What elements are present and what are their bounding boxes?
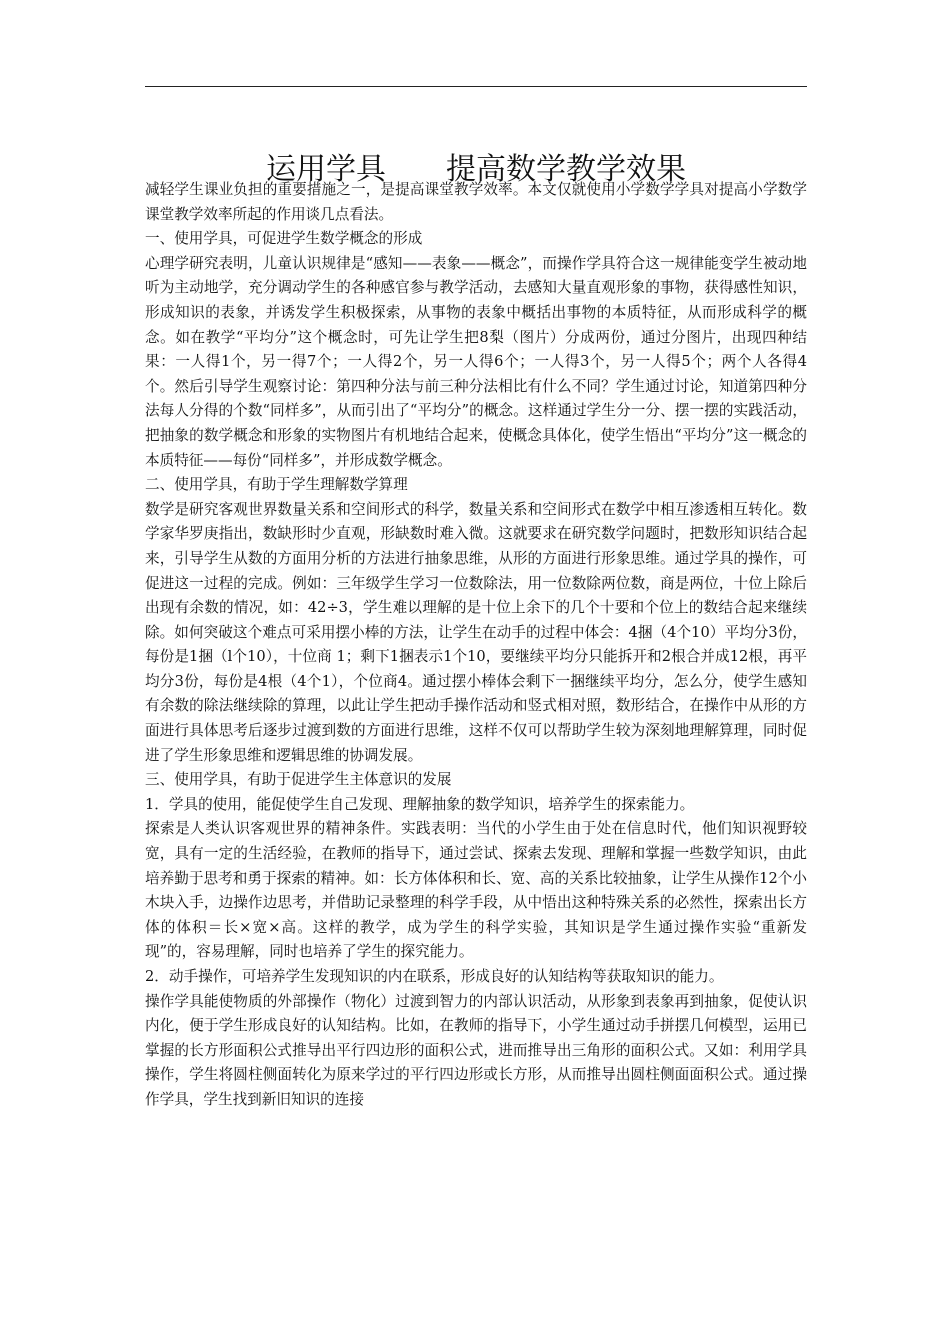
intro-paragraph: 减轻学生课业负担的重要措施之一，是提高课堂教学效率。本文仅就使用小学数学学具对提高小学数学课堂教学效率所起的作用谈几点看法。 [145, 181, 807, 223]
body-paragraph: 探索是人类认识客观世界的精神条件。实践表明：当代的小学生由于处在信息时代，他们知识视野较宽，具有一定的生活经验，在教师的指导下，通过尝试、探索去发现、理解和掌握一些数学知识，由此培养勤于思考和勇于探索的精神。如：长方体体积和长、宽、高的关系比较抽象，让学生从操作12个小木块入手，边操作边思考，并借助记录整理的科学手段，从中悟出这种特殊关系的必然性，探索出长方体的体积＝长×宽×高。这样的教学，成为学生的科学实验，其知识是学生通过操作实验“重新发现”的，容易理解，同时也培养了学生的探究能力。 [145, 820, 807, 961]
document-body [145, 178, 807, 1113]
section-heading-3: 三、使用学具，有助于促进学生主体意识的发展 [145, 771, 452, 789]
document-title: 运用学具 提高数学教学效果 [266, 152, 686, 188]
subsection-heading-1: 1．学具的使用，能促使学生自己发现、理解抽象的数学知识，培养学生的探索能力。 [145, 795, 695, 813]
subsection-heading-2: 2．动手操作，可培养学生发现知识的内在联系，形成良好的认知结构等获取知识的能力。 [145, 968, 724, 985]
body-paragraph: 操作学具能使物质的外部操作（物化）过渡到智力的内部认识活动，从形象到表象再到抽象，促使认识内化，便于学生形成良好的认知结构。比如，在教师的指导下，小学生通过动手拼摆几何模型，运用已掌握的长方形面积公式推导出平行四边形的面积公式，进而推导出三角形的面积公式。又如：利用学具操作，学生将圆柱侧面转化为原来学过的平行四边形或长方形，从而推导出圆柱侧面面积公式。通过操作学具，学生找到新旧知识的连接 [145, 992, 807, 1108]
section-heading-2: 二、使用学具，有助于学生理解数学算理 [145, 476, 408, 494]
body-paragraph: 心理学研究表明，儿童认识规律是“感知——表象——概念”，而操作学具符合这一规律能变学生被动地听为主动地学，充分调动学生的各种感官参与教学活动，去感知大量直观形象的事物，获得感性知识，形成知识的表象，并诱发学生积极探索，从事物的表象中概括出事物的本质特征，从而形成科学的概念。如在教学“平均分”这个概念时，可先让学生把8梨（图片）分成两份，通过分图片，出现四种结果：一人得1个，另一得7个；一人得2个，另一人得6个；一人得3个，另一人得5个；两个人各得4个。然后引导学生观察讨论：第四种分法与前三种分法相比有什么不同？学生通过讨论，知道第四种分法每人分得的个数“同样多”，从而引出了“平均分”的概念。这样通过学生分一分、摆一摆的实践活动，把抽象的数学概念和形象的实物图片有机地结合起来，使概念具体化，使学生悟出“平均分”这一概念的本质特征——每份“同样多”，并形成数学概念。 [145, 254, 807, 469]
header-rule [145, 86, 807, 87]
body-paragraph: 数学是研究客观世界数量关系和空间形式的科学，数量关系和空间形式在数学中相互渗透相互转化。数学家华罗庚指出，数缺形时少直观，形缺数时难入微。这就要求在研究数学问题时，把数形知识结合起来，引导学生从数的方面用分析的方法进行抽象思维，从形的方面进行形象思维。通过学具的操作，可促进这一过程的完成。例如：三年级学生学习一位数除法，用一位数除两位数，商是两位，十位上除后出现有余数的情况，如：42÷3，学生难以理解的是十位上余下的几个十要和个位上的数结合起来继续除。如何突破这个难点可采用摆小棒的方法，让学生在动手的过程中体会：4捆（4个10）平均分3份，每份是1捆（l个10），十位商 1；剩下1捆表示1个10，要继续平均分只能拆开和2根合并成12根，再平均分3份，每份是4根（4个1），个位商4。通过摆小棒体会剩下一捆继续平均分，怎么分，使学生感知有余数的除法继续除的算理，以此让学生把动手操作活动和竖式相对照，数形结合，在操作中从形的方面进行具体思考后逐步过渡到数的方面进行思维，这样不仅可以帮助学生较为深刻地理解算理，同时促进了学生形象思维和逻辑思维的协调发展。 [145, 500, 807, 764]
section-heading-1: 一、使用学具，可促进学生数学概念的形成 [145, 230, 423, 248]
